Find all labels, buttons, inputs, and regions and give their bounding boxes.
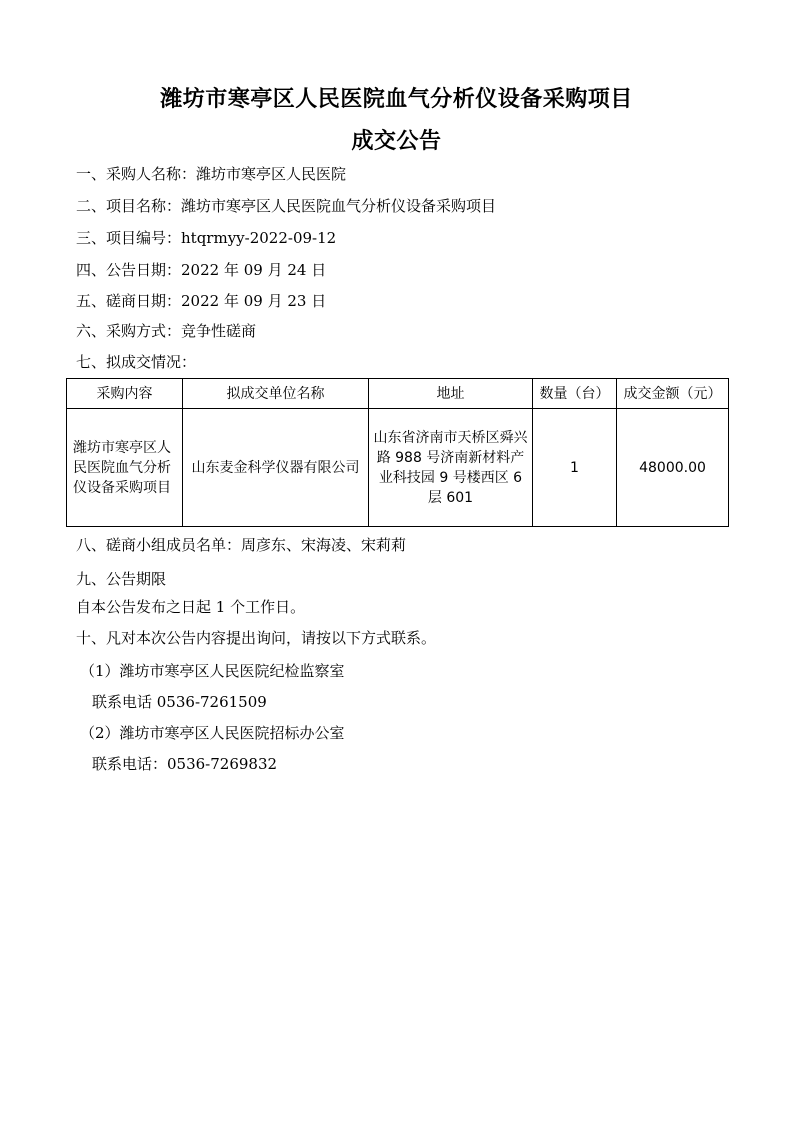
purchase-method-line [76,321,256,341]
cell-address: 山东省济南市天桥区舜兴路 988 号济南新材料产业科技园 9 号楼西区 6 层 601 [369,409,533,527]
project-number-value: htqrmyy-2022-09-12 [181,229,337,247]
negotiation-date-line [76,291,326,311]
purchase-method-label: 六、采购方式： [76,322,182,340]
cell-content: 潍坊市寒亭区人民医院血气分析仪设备采购项目 [67,409,183,527]
committee-line [76,535,406,555]
deal-table [66,378,729,527]
cell-quantity: 1 [533,409,617,527]
contact-2-phone: 联系电话：0536-7269832 [92,755,278,773]
announce-date-value: 2022 年 09 月 24 日 [181,261,327,279]
committee-value: 周彦东、宋海凌、宋莉莉 [241,536,407,554]
cell-supplier: 山东麦金科学仪器有限公司 [183,409,369,527]
notice-period-text: 自本公告发布之日起 1 个工作日。 [76,598,306,616]
purchaser-value: 潍坊市寒亭区人民医院 [196,165,347,183]
document-subtitle: 成交公告 [351,129,442,154]
negotiation-date-value: 2022 年 09 月 23 日 [181,292,327,310]
table-row [67,409,729,527]
purchase-method-value: 竞争性磋商 [181,322,257,340]
col-header-address: 地址 [369,379,533,409]
document-title: 潍坊市寒亭区人民医院血气分析仪设备采购项目 [160,87,633,112]
deal-status-label: 七、拟成交情况： [76,353,197,371]
inquiry-line: 十、凡对本次公告内容提出询问，请按以下方式联系。 [76,629,437,647]
col-header-amount: 成交金额（元） [617,379,729,409]
announce-date-line [76,260,326,280]
purchaser-label: 一、采购人名称： [76,165,197,183]
col-header-supplier: 拟成交单位名称 [183,379,369,409]
notice-period-heading: 九、公告期限 [76,570,167,588]
contact-2-title: （2）潍坊市寒亭区人民医院招标办公室 [80,724,345,742]
negotiation-date-label: 五、磋商日期： [76,292,182,310]
col-header-quantity: 数量（台） [533,379,617,409]
announce-date-label: 四、公告日期： [76,261,182,279]
committee-label: 八、磋商小组成员名单： [76,536,242,554]
project-name-value: 潍坊市寒亭区人民医院血气分析仪设备采购项目 [181,197,497,215]
project-number-line [76,228,336,248]
project-name-label: 二、项目名称： [76,197,182,215]
cell-amount: 48000.00 [617,409,729,527]
table-header-row [67,379,729,409]
purchaser-line [76,164,346,184]
deal-status-line [76,352,196,372]
project-number-label: 三、项目编号： [76,229,182,247]
contact-1-title: （1）潍坊市寒亭区人民医院纪检监察室 [80,662,345,680]
col-header-content: 采购内容 [67,379,183,409]
contact-1-phone: 联系电话 0536-7261509 [92,693,267,711]
project-name-line [76,196,496,216]
